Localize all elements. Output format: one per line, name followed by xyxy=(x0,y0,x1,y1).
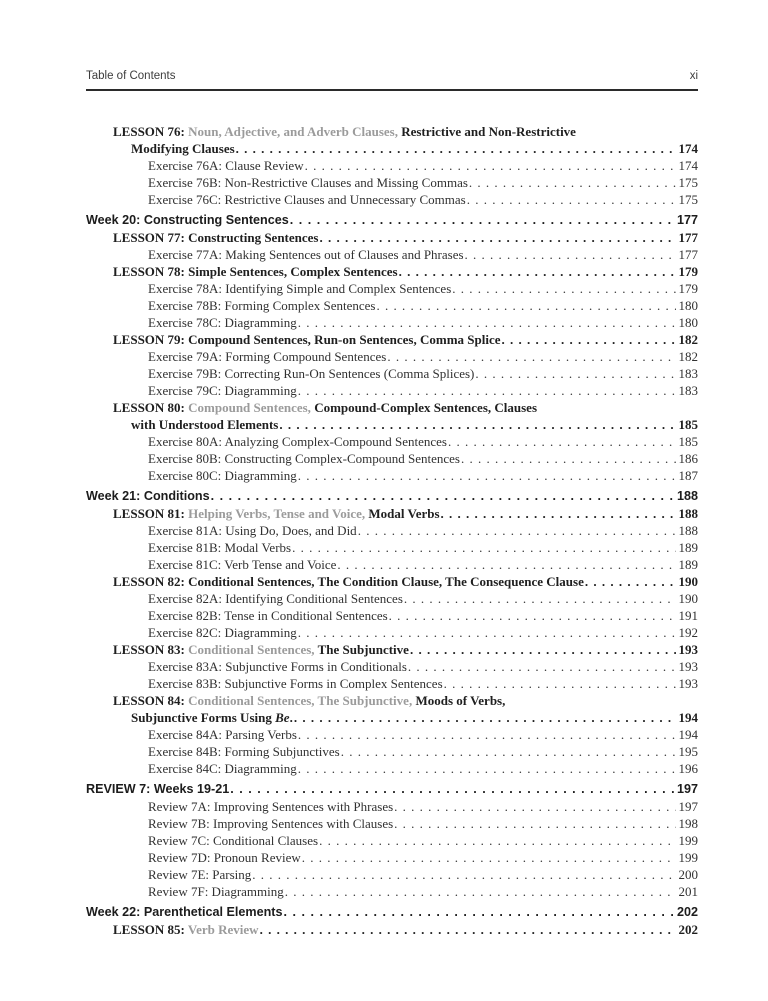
dot-leader xyxy=(337,556,675,573)
dot-leader xyxy=(292,539,675,556)
toc-entry-segment: Verb Review xyxy=(187,922,259,937)
toc-page-number: 186 xyxy=(678,451,698,466)
toc-entry-segment: Week 20: Constructing Sentences xyxy=(86,213,289,227)
toc-entry-title xyxy=(148,883,284,900)
toc-page-number: 201 xyxy=(678,884,698,899)
toc-entry-segment: Conditional Sentences, The Subjunctive, xyxy=(188,693,416,708)
toc-row xyxy=(86,488,698,505)
toc-row xyxy=(86,832,698,849)
toc-row xyxy=(86,849,698,866)
toc-entry-segment: LESSON 77: Constructing Sentences xyxy=(113,230,319,245)
toc-entry-segment: Compound-Complex Sentences, Clauses xyxy=(314,400,538,415)
toc-entry-title xyxy=(113,692,505,709)
toc-entry-title xyxy=(113,229,319,246)
toc-entry-title xyxy=(113,399,537,416)
toc-entry-segment: LESSON 84: xyxy=(113,693,189,708)
toc-entry-title xyxy=(148,760,297,777)
toc-entry-segment: Review 7C: Conditional Clauses xyxy=(148,833,319,848)
toc-entry-title xyxy=(148,675,443,692)
page-content xyxy=(86,70,698,938)
toc-page-number: 183 xyxy=(678,366,698,381)
toc-row xyxy=(86,522,698,539)
toc-page-number: 195 xyxy=(678,744,698,759)
toc-entry-title xyxy=(148,522,357,539)
toc-entry-segment: LESSON 76: xyxy=(113,124,189,139)
dot-leader xyxy=(502,331,676,348)
toc-row xyxy=(86,692,698,709)
toc-entry-segment: Week 22: Parenthetical Elements xyxy=(86,905,283,919)
running-header xyxy=(86,70,698,91)
toc-entry-segment: Restrictive and Non-Restrictive xyxy=(401,124,576,139)
toc-row xyxy=(86,314,698,331)
dot-leader xyxy=(260,921,676,938)
toc-row xyxy=(86,658,698,675)
toc-entry-title xyxy=(113,331,501,348)
dot-leader xyxy=(279,416,675,433)
toc-list xyxy=(86,123,698,938)
dot-leader xyxy=(399,263,676,280)
toc-entry-segment: Modifying Clauses xyxy=(131,141,235,156)
toc-page-number: 189 xyxy=(678,557,698,572)
dot-leader xyxy=(461,450,676,467)
dot-leader xyxy=(319,832,675,849)
dot-leader xyxy=(294,709,676,726)
dot-leader xyxy=(376,297,675,314)
toc-page-number: 199 xyxy=(678,850,698,865)
dot-leader xyxy=(585,573,676,590)
dot-leader xyxy=(320,229,676,246)
toc-page-number: 179 xyxy=(678,281,698,296)
toc-page-number: 190 xyxy=(678,574,698,589)
toc-entry-title xyxy=(148,450,460,467)
toc-page-number: 194 xyxy=(678,710,698,725)
toc-entry-segment: Be xyxy=(275,710,290,725)
dot-leader xyxy=(285,883,676,900)
toc-row xyxy=(86,815,698,832)
toc-entry-segment: Week 21: Conditions xyxy=(86,489,210,503)
toc-entry-segment: Exercise 81C: Verb Tense and Voice xyxy=(148,557,337,572)
toc-page-number: 200 xyxy=(678,867,698,882)
dot-leader xyxy=(211,488,674,505)
toc-entry-title xyxy=(86,781,229,798)
toc-page-number: 179 xyxy=(678,264,698,279)
dot-leader xyxy=(444,675,676,692)
toc-page-number: 188 xyxy=(676,489,698,503)
toc-entry-segment: REVIEW 7: Weeks 19-21 xyxy=(86,782,230,796)
dot-leader xyxy=(467,191,676,208)
dot-leader xyxy=(341,743,676,760)
toc-entry-title xyxy=(148,348,386,365)
toc-entry-segment: Exercise 82C: Diagramming xyxy=(148,625,297,640)
dot-leader xyxy=(298,760,676,777)
toc-entry-segment: Exercise 83A: Subjunctive Forms in Conditionals xyxy=(148,659,407,674)
dot-leader xyxy=(290,212,674,229)
toc-page-number: 193 xyxy=(678,676,698,691)
toc-entry-segment: with Understood Elements xyxy=(131,417,279,432)
toc-row xyxy=(86,556,698,573)
toc-row xyxy=(86,191,698,208)
toc-page-number: 187 xyxy=(678,468,698,483)
dot-leader xyxy=(283,904,674,921)
toc-entry-title xyxy=(113,505,440,522)
toc-entry-title xyxy=(86,488,210,505)
toc-row xyxy=(86,140,698,157)
dot-leader xyxy=(298,314,676,331)
toc-row xyxy=(86,641,698,658)
toc-entry-segment: Exercise 79B: Correcting Run-On Sentences (Comma Splices) xyxy=(148,366,475,381)
toc-row xyxy=(86,467,698,484)
dot-leader xyxy=(252,866,675,883)
toc-page-number: 197 xyxy=(676,782,698,796)
toc-row xyxy=(86,883,698,900)
toc-row xyxy=(86,399,698,416)
toc-row xyxy=(86,212,698,229)
toc-row xyxy=(86,675,698,692)
toc-row xyxy=(86,246,698,263)
toc-entry-title xyxy=(148,849,301,866)
dot-leader xyxy=(441,505,676,522)
toc-entry-title xyxy=(148,590,403,607)
toc-page-number: 177 xyxy=(676,213,698,227)
toc-entry-segment: Conditional Sentences, xyxy=(188,642,318,657)
toc-row xyxy=(86,174,698,191)
toc-entry-title xyxy=(113,641,409,658)
toc-entry-title xyxy=(148,174,468,191)
toc-entry-title xyxy=(131,140,235,157)
toc-entry-segment: Exercise 78A: Identifying Simple and Complex Sentences xyxy=(148,281,452,296)
toc-entry-title xyxy=(148,314,297,331)
toc-entry-segment: Exercise 83B: Subjunctive Forms in Complex Sentences xyxy=(148,676,443,691)
dot-leader xyxy=(475,365,675,382)
toc-row xyxy=(86,348,698,365)
toc-row xyxy=(86,450,698,467)
toc-entry-segment: Exercise 76B: Non-Restrictive Clauses and Missing Commas xyxy=(148,175,468,190)
toc-entry-segment: Review 7E: Parsing xyxy=(148,867,252,882)
dot-leader xyxy=(465,246,676,263)
toc-page-number: 180 xyxy=(678,298,698,313)
toc-entry-title xyxy=(148,157,304,174)
dot-leader xyxy=(298,467,676,484)
toc-entry-segment: . xyxy=(289,710,293,725)
toc-page-number: 196 xyxy=(678,761,698,776)
toc-entry-title xyxy=(148,246,464,263)
toc-page-number: 185 xyxy=(678,417,698,432)
toc-page-number: 199 xyxy=(678,833,698,848)
toc-entry-title xyxy=(148,624,297,641)
toc-page-number: 182 xyxy=(678,332,698,347)
dot-leader xyxy=(448,433,676,450)
toc-page-number: 188 xyxy=(678,506,698,521)
toc-page-number: 175 xyxy=(678,175,698,190)
toc-entry-title xyxy=(148,297,375,314)
toc-entry-segment: Moods of Verbs, xyxy=(415,693,506,708)
toc-entry-title xyxy=(131,709,293,726)
toc-entry-segment: LESSON 83: xyxy=(113,642,189,657)
toc-entry-title xyxy=(86,212,289,229)
toc-row xyxy=(86,297,698,314)
toc-row xyxy=(86,904,698,921)
toc-entry-segment: LESSON 85: xyxy=(113,922,188,937)
toc-entry-segment: Exercise 80A: Analyzing Complex-Compound Sentences xyxy=(148,434,447,449)
toc-page-number: 180 xyxy=(678,315,698,330)
toc-entry-segment: Review 7A: Improving Sentences with Phrases xyxy=(148,799,394,814)
dot-leader xyxy=(452,280,675,297)
toc-row xyxy=(86,624,698,641)
toc-entry-segment: Exercise 80C: Diagramming xyxy=(148,468,297,483)
toc-entry-title xyxy=(148,280,451,297)
toc-entry-title xyxy=(148,726,297,743)
dot-leader xyxy=(298,382,676,399)
dot-leader xyxy=(236,140,676,157)
toc-page-number: 177 xyxy=(678,247,698,262)
toc-row xyxy=(86,157,698,174)
toc-entry-title xyxy=(148,658,407,675)
toc-entry-segment: Exercise 81B: Modal Verbs xyxy=(148,540,292,555)
toc-entry-title xyxy=(148,433,447,450)
toc-entry-title xyxy=(148,866,251,883)
toc-entry-title xyxy=(131,416,278,433)
toc-entry-segment: Exercise 82A: Identifying Conditional Sentences xyxy=(148,591,403,606)
toc-entry-segment: Exercise 84C: Diagramming xyxy=(148,761,297,776)
toc-page-number: 177 xyxy=(678,230,698,245)
toc-entry-segment: Helping Verbs, Tense and Voice, xyxy=(188,506,369,521)
toc-entry-title xyxy=(148,191,466,208)
toc-row xyxy=(86,726,698,743)
toc-row xyxy=(86,433,698,450)
toc-entry-title xyxy=(148,556,336,573)
toc-entry-segment: LESSON 82: Conditional Sentences, The Condition Clause, The Consequence Clause xyxy=(113,574,584,589)
toc-entry-segment: Noun, Adjective, and Adverb Clauses, xyxy=(188,124,402,139)
dot-leader xyxy=(298,726,676,743)
toc-row xyxy=(86,573,698,590)
toc-row xyxy=(86,866,698,883)
toc-page-number: 193 xyxy=(678,659,698,674)
toc-row xyxy=(86,539,698,556)
toc-row xyxy=(86,123,698,140)
toc-row xyxy=(86,798,698,815)
toc-entry-title xyxy=(148,539,291,556)
toc-entry-title xyxy=(148,382,297,399)
toc-entry-segment: Exercise 78C: Diagramming xyxy=(148,315,297,330)
toc-page-number: 183 xyxy=(678,383,698,398)
toc-row xyxy=(86,229,698,246)
toc-entry-segment: Exercise 84A: Parsing Verbs xyxy=(148,727,297,742)
toc-entry-title xyxy=(148,798,393,815)
toc-entry-segment: Exercise 78B: Forming Complex Sentences xyxy=(148,298,376,313)
toc-row xyxy=(86,607,698,624)
toc-page-number: 193 xyxy=(678,642,698,657)
toc-page-number: 202 xyxy=(678,922,698,937)
toc-page-number: 190 xyxy=(678,591,698,606)
toc-entry-segment: Review 7D: Pronoun Review xyxy=(148,850,301,865)
toc-row xyxy=(86,365,698,382)
dot-leader xyxy=(410,641,676,658)
toc-entry-segment: Exercise 76C: Restrictive Clauses and Unnecessary Commas xyxy=(148,192,466,207)
toc-entry-segment: Exercise 80B: Constructing Complex-Compound Sentences xyxy=(148,451,460,466)
dot-leader xyxy=(230,781,674,798)
toc-row xyxy=(86,505,698,522)
toc-entry-segment: Modal Verbs xyxy=(368,506,440,521)
toc-entry-segment: Exercise 77A: Making Sentences out of Clauses and Phrases xyxy=(148,247,464,262)
toc-entry-title xyxy=(113,573,584,590)
toc-row xyxy=(86,416,698,433)
toc-entry-segment: Exercise 82B: Tense in Conditional Sentences xyxy=(148,608,388,623)
toc-page-number: 175 xyxy=(678,192,698,207)
dot-leader xyxy=(305,157,676,174)
toc-row xyxy=(86,331,698,348)
toc-entry-title xyxy=(148,365,474,382)
toc-page-number: 191 xyxy=(678,608,698,623)
toc-entry-title xyxy=(148,467,297,484)
toc-entry-segment: LESSON 80: xyxy=(113,400,189,415)
toc-entry-title xyxy=(86,904,282,921)
toc-page-number: 189 xyxy=(678,540,698,555)
toc-entry-segment: LESSON 81: xyxy=(113,506,189,521)
toc-row xyxy=(86,760,698,777)
toc-entry-segment: Review 7F: Diagramming xyxy=(148,884,284,899)
toc-entry-segment: The Subjunctive xyxy=(317,642,409,657)
toc-page-number: 197 xyxy=(678,799,698,814)
toc-entry-segment: LESSON 79: Compound Sentences, Run-on Sentences, Comma Splice xyxy=(113,332,501,347)
toc-entry-segment: Exercise 84B: Forming Subjunctives xyxy=(148,744,340,759)
toc-entry-title xyxy=(113,921,259,938)
toc-entry-segment: Exercise 76A: Clause Review xyxy=(148,158,304,173)
toc-row xyxy=(86,590,698,607)
toc-row xyxy=(86,263,698,280)
toc-row xyxy=(86,382,698,399)
dot-leader xyxy=(469,174,676,191)
toc-page-number: 174 xyxy=(678,158,698,173)
toc-page-number: 202 xyxy=(676,905,698,919)
dot-leader xyxy=(302,849,676,866)
toc-entry-segment: Subjunctive Forms Using xyxy=(131,710,276,725)
toc-entry-segment: Exercise 81A: Using Do, Does, and Did xyxy=(148,523,357,538)
toc-entry-segment: LESSON 78: Simple Sentences, Complex Sentences xyxy=(113,264,398,279)
toc-page-number: 188 xyxy=(678,523,698,538)
running-header-page-number: xi xyxy=(689,70,698,82)
dot-leader xyxy=(404,590,676,607)
toc-page-number: 198 xyxy=(678,816,698,831)
running-header-title: Table of Contents xyxy=(86,70,176,82)
toc-entry-title xyxy=(113,123,576,140)
dot-leader xyxy=(394,815,675,832)
toc-entry-segment: Compound Sentences, xyxy=(188,400,315,415)
toc-entry-segment: Exercise 79A: Forming Compound Sentences xyxy=(148,349,387,364)
toc-entry-segment: Exercise 79C: Diagramming xyxy=(148,383,297,398)
dot-leader xyxy=(394,798,675,815)
toc-entry-title xyxy=(113,263,398,280)
dot-leader xyxy=(387,348,675,365)
dot-leader xyxy=(408,658,676,675)
dot-leader xyxy=(358,522,676,539)
toc-page-number: 185 xyxy=(678,434,698,449)
toc-row xyxy=(86,781,698,798)
dot-leader xyxy=(389,607,676,624)
toc-page-number: 192 xyxy=(678,625,698,640)
toc-entry-title xyxy=(148,815,393,832)
dot-leader xyxy=(298,624,676,641)
toc-entry-segment: Review 7B: Improving Sentences with Clauses xyxy=(148,816,394,831)
toc-page-number: 194 xyxy=(678,727,698,742)
toc-entry-title xyxy=(148,832,318,849)
toc-entry-title xyxy=(148,743,340,760)
toc-row xyxy=(86,280,698,297)
toc-row xyxy=(86,921,698,938)
toc-row xyxy=(86,743,698,760)
toc-page-number: 182 xyxy=(678,349,698,364)
toc-page-number: 174 xyxy=(678,141,698,156)
toc-entry-title xyxy=(148,607,388,624)
toc-row xyxy=(86,709,698,726)
